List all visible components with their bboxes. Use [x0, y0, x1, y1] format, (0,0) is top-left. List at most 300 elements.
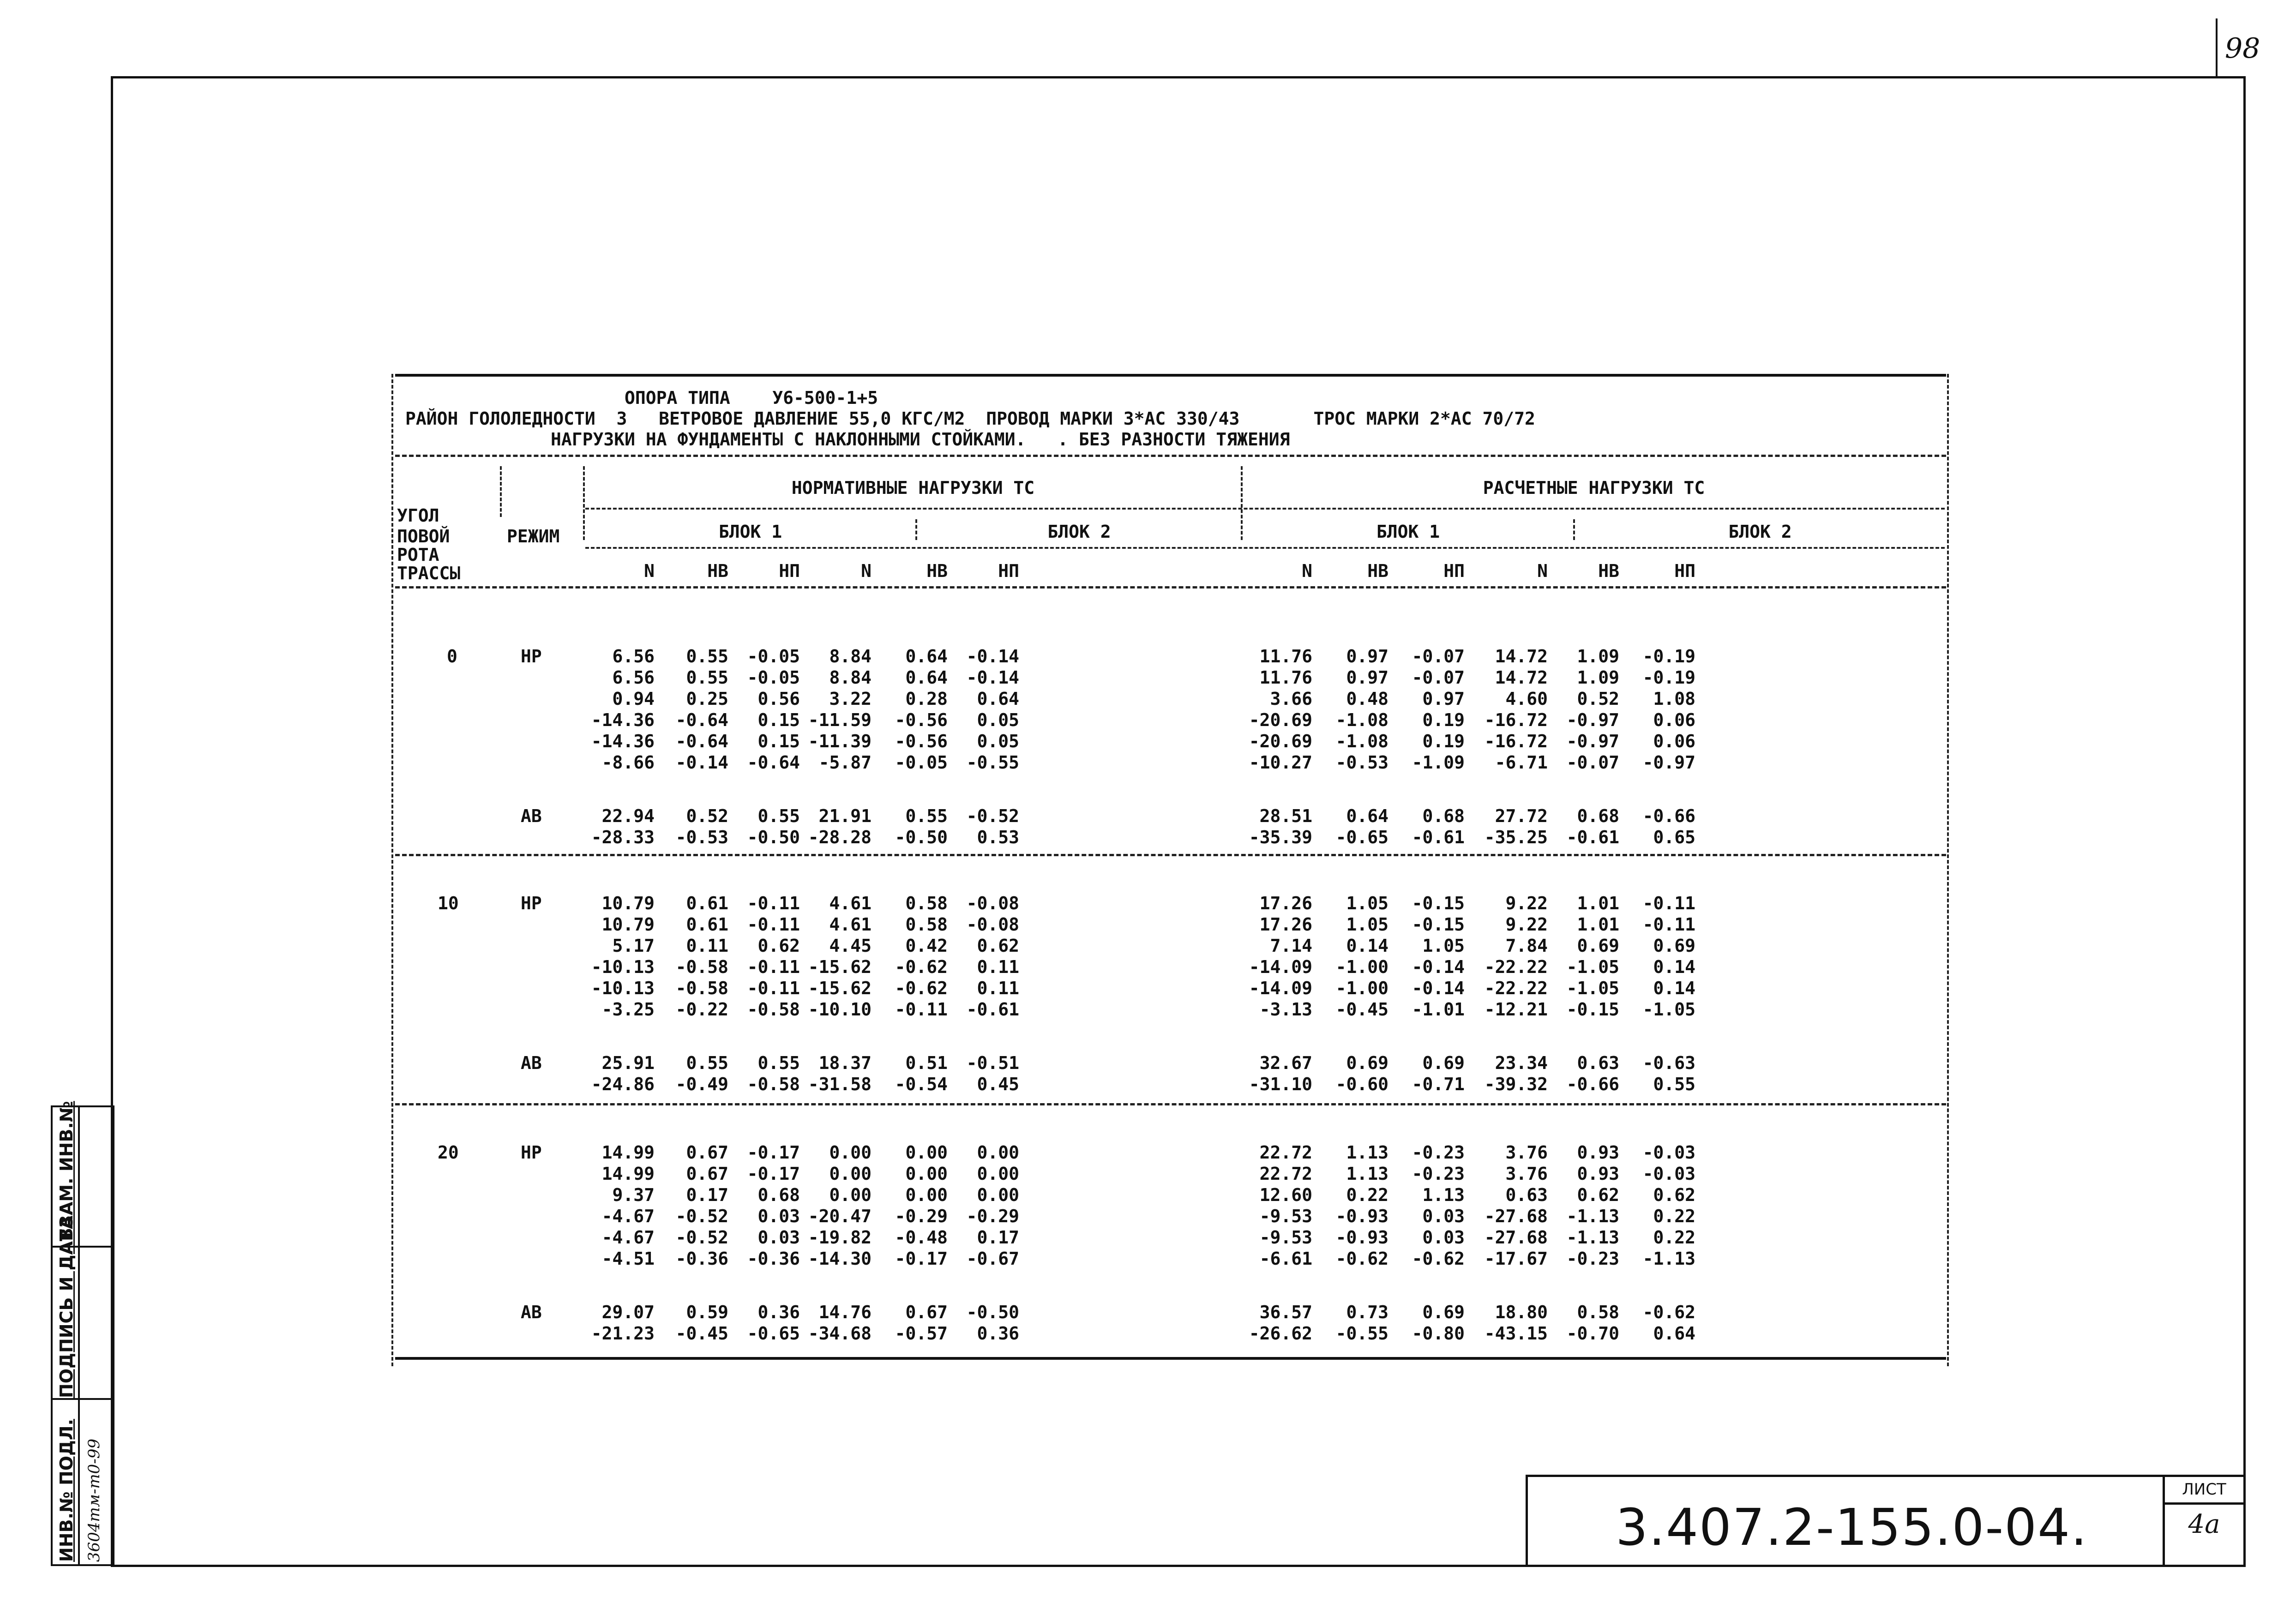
table-cell: 0.53 — [977, 827, 1019, 847]
table-cell: 0.22 — [1346, 1185, 1388, 1205]
side-stamp — [51, 1101, 114, 1566]
table-cell: 0.63 — [1577, 1053, 1619, 1073]
table-cell: -0.11 — [747, 978, 800, 998]
table-cell: 9.22 — [1505, 914, 1548, 935]
table-cell: 0.97 — [1346, 667, 1388, 688]
table-cell: -20.69 — [1249, 710, 1312, 730]
table-cell: -10.13 — [591, 957, 655, 977]
table-cell: -0.14 — [966, 667, 1019, 688]
table-cell: 10.79 — [601, 893, 655, 913]
stamp-label-inv-podl: ИНВ.№ ПОДЛ. — [56, 1419, 77, 1562]
table-cell: 0.03 — [1422, 1206, 1465, 1226]
table-cell: -0.55 — [1335, 1323, 1388, 1344]
header-line-2: РАЙОН ГОЛОЛЕДНОСТИ 3 ВЕТРОВОЕ ДАВЛЕНИЕ 55,0 КГС/М2 ПРОВОД МАРКИ 3*АС 330/43 ТРОС МАРКИ 2*АС 70/72 — [405, 408, 1535, 429]
table-cell: 1.01 — [1577, 914, 1619, 935]
sub-col-0: N — [644, 561, 655, 581]
table-cell: 22.94 — [601, 806, 655, 826]
table-cell: 0.63 — [1505, 1185, 1548, 1205]
table-cell: 0.68 — [1577, 806, 1619, 826]
table-cell: -0.62 — [1642, 1302, 1695, 1322]
table-cell: 0.55 — [686, 667, 728, 688]
table-cell: 0.65 — [1653, 827, 1695, 847]
table-cell: -6.71 — [1495, 752, 1548, 773]
table-cell: -0.29 — [966, 1206, 1019, 1226]
table-cell: 0.55 — [905, 806, 948, 826]
mode-label: АВ — [521, 1302, 542, 1322]
table-cell: -0.53 — [1335, 752, 1388, 773]
table-cell: 0.64 — [905, 667, 948, 688]
table-cell: -1.13 — [1642, 1249, 1695, 1269]
table-cell: -0.93 — [1335, 1227, 1388, 1248]
table-cell: 0.00 — [977, 1185, 1019, 1205]
table-cell: -24.86 — [591, 1074, 655, 1094]
table-cell: 1.13 — [1346, 1164, 1388, 1184]
table-cell: -0.64 — [675, 710, 728, 730]
stamp-label-signature: ПОДПИСЬ И ДАТА — [56, 1215, 77, 1398]
sheet-box — [2163, 1475, 2243, 1565]
table-cell: 4.61 — [829, 914, 872, 935]
table-cell: 0.55 — [686, 1053, 728, 1073]
table-cell: 0.97 — [1422, 689, 1465, 709]
table-cell: -35.25 — [1484, 827, 1548, 847]
table-cell: -0.56 — [895, 731, 948, 751]
col-angle-2: ПОВОЙ — [397, 526, 450, 546]
table-cell: 1.13 — [1422, 1185, 1465, 1205]
table-cell: 32.67 — [1259, 1053, 1312, 1073]
table-cell: -0.61 — [1412, 827, 1465, 847]
table-cell: -0.15 — [1412, 893, 1465, 913]
table-cell: -1.05 — [1566, 957, 1619, 977]
table-cell: -0.52 — [966, 806, 1019, 826]
table-cell: -0.11 — [747, 914, 800, 935]
table-cell: 3.66 — [1270, 689, 1312, 709]
table-cell: 28.51 — [1259, 806, 1312, 826]
table-cell: 0.19 — [1422, 710, 1465, 730]
table-cell: 0.64 — [1346, 806, 1388, 826]
table-cell: 0.93 — [1577, 1164, 1619, 1184]
table-cell: -1.05 — [1642, 999, 1695, 1020]
table-cell: 0.67 — [686, 1142, 728, 1163]
table-cell: -11.59 — [808, 710, 872, 730]
table-cell: -0.05 — [747, 667, 800, 688]
table-cell: -0.58 — [675, 978, 728, 998]
table-cell: -0.60 — [1335, 1074, 1388, 1094]
table-cell: 10.79 — [601, 914, 655, 935]
table-cell: 0.58 — [905, 914, 948, 935]
table-cell: 1.08 — [1653, 689, 1695, 709]
header-sub-rule-1 — [585, 508, 1945, 510]
table-cell: 22.72 — [1259, 1164, 1312, 1184]
table-cell: 0.69 — [1653, 936, 1695, 956]
table-cell: -0.62 — [1412, 1249, 1465, 1269]
sub-col-6: N — [1302, 561, 1312, 581]
table-cell: 0.62 — [757, 936, 800, 956]
table-cell: -1.13 — [1566, 1227, 1619, 1248]
table-cell: 11.76 — [1259, 646, 1312, 666]
table-cell: -31.58 — [808, 1074, 872, 1094]
table-cell: 0.03 — [757, 1227, 800, 1248]
table-cell: 0.05 — [977, 731, 1019, 751]
table-cell: -0.45 — [1335, 999, 1388, 1020]
table-cell: -0.61 — [1566, 827, 1619, 847]
table-cell: -0.11 — [1642, 893, 1695, 913]
table-cell: 27.72 — [1495, 806, 1548, 826]
table-cell: 0.15 — [757, 710, 800, 730]
table-cell: 0.55 — [757, 1053, 800, 1073]
table-cell: -0.63 — [1642, 1053, 1695, 1073]
table-cell: 36.57 — [1259, 1302, 1312, 1322]
table-cell: -0.49 — [675, 1074, 728, 1094]
header-line-3: НАГРУЗКИ НА ФУНДАМЕНТЫ С НАКЛОННЫМИ СТОЙКАМИ. . БЕЗ РАЗНОСТИ ТЯЖЕНИЯ — [551, 429, 1290, 450]
header-sub-rule-2 — [585, 547, 1945, 549]
table-cell: -0.58 — [747, 999, 800, 1020]
table-cell: 12.60 — [1259, 1185, 1312, 1205]
table-cell: 0.52 — [686, 806, 728, 826]
table-cell: -19.82 — [808, 1227, 872, 1248]
table-cell: 0.00 — [829, 1164, 872, 1184]
table-cell: -0.50 — [747, 827, 800, 847]
table-cell: 1.13 — [1346, 1142, 1388, 1163]
col-mode: РЕЖИМ — [507, 526, 560, 546]
table-cell: -12.21 — [1484, 999, 1548, 1020]
table-cell: -0.52 — [675, 1206, 728, 1226]
table-cell: -0.05 — [747, 646, 800, 666]
table-cell: 14.99 — [601, 1164, 655, 1184]
table-cell: 0.58 — [1577, 1302, 1619, 1322]
table-cell: -0.53 — [675, 827, 728, 847]
table-cell: 0.11 — [977, 957, 1019, 977]
table-cell: -31.10 — [1249, 1074, 1312, 1094]
table-cell: 29.07 — [601, 1302, 655, 1322]
table-cell: -0.48 — [895, 1227, 948, 1248]
table-cell: -0.50 — [895, 827, 948, 847]
table-cell: 0.36 — [757, 1302, 800, 1322]
load-table-printout — [391, 374, 1949, 1366]
angle-value: 0 — [447, 646, 457, 666]
table-cell: 1.05 — [1422, 936, 1465, 956]
table-cell: -0.23 — [1412, 1164, 1465, 1184]
table-cell: -0.64 — [747, 752, 800, 773]
group-separator — [395, 854, 1946, 856]
table-cell: 0.68 — [757, 1185, 800, 1205]
table-cell: -0.51 — [966, 1053, 1019, 1073]
table-cell: 0.14 — [1346, 936, 1388, 956]
table-cell: -0.62 — [895, 978, 948, 998]
table-cell: -0.15 — [1566, 999, 1619, 1020]
table-cell: 14.76 — [818, 1302, 872, 1322]
table-cell: 0.68 — [1422, 806, 1465, 826]
table-cell: -9.53 — [1259, 1227, 1312, 1248]
table-cell: 0.61 — [686, 914, 728, 935]
table-cell: -43.15 — [1484, 1323, 1548, 1344]
table-cell: -0.14 — [1412, 957, 1465, 977]
table-cell: 0.25 — [686, 689, 728, 709]
sub-col-7: НВ — [1367, 561, 1388, 581]
table-cell: -17.67 — [1484, 1249, 1548, 1269]
table-cell: -14.30 — [808, 1249, 872, 1269]
table-cell: -0.17 — [747, 1164, 800, 1184]
printout-top-rule — [395, 374, 1946, 377]
sub-col-1: НВ — [707, 561, 728, 581]
table-cell: -1.09 — [1412, 752, 1465, 773]
table-cell: 0.00 — [977, 1164, 1019, 1184]
table-cell: 0.51 — [905, 1053, 948, 1073]
table-cell: 22.72 — [1259, 1142, 1312, 1163]
sub-col-4: НВ — [926, 561, 948, 581]
table-cell: 0.15 — [757, 731, 800, 751]
table-cell: -14.09 — [1249, 978, 1312, 998]
table-cell: -11.39 — [808, 731, 872, 751]
table-cell: 1.05 — [1346, 914, 1388, 935]
table-cell: -0.65 — [747, 1323, 800, 1344]
table-cell: 1.09 — [1577, 646, 1619, 666]
table-cell: -26.62 — [1249, 1323, 1312, 1344]
table-cell: 3.22 — [829, 689, 872, 709]
table-cell: -1.01 — [1412, 999, 1465, 1020]
mode-label: АВ — [521, 1053, 542, 1073]
sheet-number: 98 — [2225, 32, 2260, 65]
table-cell: -0.66 — [1642, 806, 1695, 826]
table-cell: -34.68 — [808, 1323, 872, 1344]
table-cell: -10.27 — [1249, 752, 1312, 773]
table-cell: 0.22 — [1653, 1206, 1695, 1226]
table-cell: 0.55 — [757, 806, 800, 826]
table-cell: 0.03 — [1422, 1227, 1465, 1248]
table-cell: 0.17 — [686, 1185, 728, 1205]
header-divider-design-blocks — [1573, 519, 1575, 540]
table-cell: 0.00 — [905, 1142, 948, 1163]
header-line-1: ОПОРА ТИПА У6-500-1+5 — [625, 388, 878, 408]
table-cell: 5.17 — [612, 936, 655, 956]
table-cell: -0.70 — [1566, 1323, 1619, 1344]
table-cell: -1.00 — [1335, 957, 1388, 977]
sheet-number-divider — [2216, 18, 2218, 78]
table-cell: -0.11 — [747, 893, 800, 913]
sheet-value: 4а — [2188, 1509, 2220, 1539]
table-cell: -22.22 — [1484, 957, 1548, 977]
table-cell: 0.97 — [1346, 646, 1388, 666]
table-cell: -15.62 — [808, 957, 872, 977]
col-angle-1: УГОЛ — [397, 505, 439, 526]
table-cell: -0.11 — [895, 999, 948, 1020]
table-cell: -0.56 — [895, 710, 948, 730]
table-cell: 0.03 — [757, 1206, 800, 1226]
col-normative-loads: НОРМАТИВНЫЕ НАГРУЗКИ ТС — [791, 478, 1035, 498]
printout-bottom-rule — [395, 1357, 1946, 1360]
table-cell: 0.62 — [1653, 1185, 1695, 1205]
table-cell: -0.23 — [1566, 1249, 1619, 1269]
table-cell: -0.97 — [1566, 731, 1619, 751]
table-cell: 0.69 — [1346, 1053, 1388, 1073]
table-cell: -0.17 — [895, 1249, 948, 1269]
table-cell: -1.05 — [1566, 978, 1619, 998]
table-cell: -0.19 — [1642, 667, 1695, 688]
table-cell: 0.58 — [905, 893, 948, 913]
table-cell: 0.45 — [977, 1074, 1019, 1094]
table-cell: 0.64 — [1653, 1323, 1695, 1344]
table-cell: 0.64 — [977, 689, 1019, 709]
table-cell: -0.03 — [1642, 1164, 1695, 1184]
table-cell: 1.01 — [1577, 893, 1619, 913]
table-cell: -0.93 — [1335, 1206, 1388, 1226]
table-cell: 0.94 — [612, 689, 655, 709]
table-cell: 0.62 — [977, 936, 1019, 956]
table-cell: -0.97 — [1642, 752, 1695, 773]
table-cell: 9.22 — [1505, 893, 1548, 913]
table-cell: -5.87 — [818, 752, 872, 773]
table-cell: 1.09 — [1577, 667, 1619, 688]
table-cell: 0.73 — [1346, 1302, 1388, 1322]
table-cell: 7.84 — [1505, 936, 1548, 956]
table-cell: 17.26 — [1259, 893, 1312, 913]
table-cell: 23.34 — [1495, 1053, 1548, 1073]
table-cell: 0.06 — [1653, 731, 1695, 751]
table-cell: 0.11 — [977, 978, 1019, 998]
sheet-label: ЛИСТ — [2165, 1477, 2243, 1505]
table-cell: 14.72 — [1495, 667, 1548, 688]
angle-value: 20 — [438, 1142, 459, 1163]
table-cell: -28.33 — [591, 827, 655, 847]
table-cell: 18.80 — [1495, 1302, 1548, 1322]
sub-col-3: N — [861, 561, 872, 581]
table-cell: 0.42 — [905, 936, 948, 956]
table-cell: -0.07 — [1566, 752, 1619, 773]
table-cell: 0.28 — [905, 689, 948, 709]
table-cell: -0.15 — [1412, 914, 1465, 935]
table-cell: -4.67 — [601, 1227, 655, 1248]
angle-value: 10 — [438, 893, 459, 913]
table-cell: 0.67 — [905, 1302, 948, 1322]
header-rule — [395, 455, 1946, 457]
header-divider-mode — [583, 466, 585, 540]
sub-col-5: НП — [998, 561, 1019, 581]
table-cell: -0.19 — [1642, 646, 1695, 666]
table-cell: 0.69 — [1422, 1302, 1465, 1322]
table-cell: -0.17 — [747, 1142, 800, 1163]
table-cell: -14.09 — [1249, 957, 1312, 977]
table-cell: 0.00 — [977, 1142, 1019, 1163]
col-design-block1: БЛОК 1 — [1376, 522, 1440, 542]
sub-col-2: НП — [779, 561, 800, 581]
mode-label: АВ — [521, 806, 542, 826]
table-cell: -1.00 — [1335, 978, 1388, 998]
table-cell: -10.10 — [808, 999, 872, 1020]
table-cell: -28.28 — [808, 827, 872, 847]
table-cell: -14.36 — [591, 710, 655, 730]
table-cell: -0.62 — [895, 957, 948, 977]
table-cell: 9.37 — [612, 1185, 655, 1205]
table-cell: 7.14 — [1270, 936, 1312, 956]
table-cell: -0.65 — [1335, 827, 1388, 847]
sub-col-8: НП — [1443, 561, 1465, 581]
table-cell: -15.62 — [808, 978, 872, 998]
table-cell: -0.54 — [895, 1074, 948, 1094]
table-cell: -0.14 — [1412, 978, 1465, 998]
col-design-loads: РАСЧЕТНЫЕ НАГРУЗКИ ТС — [1483, 478, 1705, 498]
table-cell: -1.08 — [1335, 731, 1388, 751]
table-cell: -0.11 — [747, 957, 800, 977]
table-cell: 0.00 — [905, 1185, 948, 1205]
table-cell: -6.61 — [1259, 1249, 1312, 1269]
table-cell: -0.62 — [1335, 1249, 1388, 1269]
table-cell: 0.00 — [829, 1185, 872, 1205]
table-cell: -27.68 — [1484, 1227, 1548, 1248]
table-cell: 0.55 — [1653, 1074, 1695, 1094]
table-cell: 0.64 — [905, 646, 948, 666]
table-cell: 0.93 — [1577, 1142, 1619, 1163]
table-cell: 4.61 — [829, 893, 872, 913]
col-design-block2: БЛОК 2 — [1728, 522, 1792, 542]
mode-label: НР — [521, 893, 542, 913]
table-cell: -20.69 — [1249, 731, 1312, 751]
table-cell: -20.47 — [808, 1206, 872, 1226]
table-cell: 0.56 — [757, 689, 800, 709]
table-cell: 8.84 — [829, 646, 872, 666]
table-cell: 0.11 — [686, 936, 728, 956]
table-cell: -10.13 — [591, 978, 655, 998]
table-cell: 0.67 — [686, 1164, 728, 1184]
col-angle-3: РОТА — [397, 545, 439, 565]
col-angle-4: ТРАССЫ — [397, 563, 461, 583]
table-cell: 14.72 — [1495, 646, 1548, 666]
table-cell: 0.22 — [1653, 1227, 1695, 1248]
column-header-bottom-rule — [395, 586, 1946, 588]
header-divider-norm-design — [1241, 466, 1243, 540]
table-cell: 21.91 — [818, 806, 872, 826]
table-cell: 17.26 — [1259, 914, 1312, 935]
table-cell: -0.07 — [1412, 646, 1465, 666]
table-cell: -0.03 — [1642, 1142, 1695, 1163]
table-cell: 0.62 — [1577, 1185, 1619, 1205]
table-cell: 0.05 — [977, 710, 1019, 730]
table-cell: -1.08 — [1335, 710, 1388, 730]
table-cell: -0.45 — [675, 1323, 728, 1344]
table-cell: -14.36 — [591, 731, 655, 751]
table-cell: 4.60 — [1505, 689, 1548, 709]
table-cell: -35.39 — [1249, 827, 1312, 847]
table-cell: -0.05 — [895, 752, 948, 773]
table-cell: 0.00 — [905, 1164, 948, 1184]
table-cell: 11.76 — [1259, 667, 1312, 688]
sub-col-11: НП — [1674, 561, 1695, 581]
table-cell: 0.48 — [1346, 689, 1388, 709]
table-cell: -16.72 — [1484, 710, 1548, 730]
table-cell: -4.51 — [601, 1249, 655, 1269]
table-cell: -39.32 — [1484, 1074, 1548, 1094]
table-cell: -0.52 — [675, 1227, 728, 1248]
table-cell: 0.69 — [1577, 936, 1619, 956]
table-cell: 0.19 — [1422, 731, 1465, 751]
table-cell: -0.08 — [966, 893, 1019, 913]
table-cell: 8.84 — [829, 667, 872, 688]
table-cell: 0.59 — [686, 1302, 728, 1322]
table-cell: -0.80 — [1412, 1323, 1465, 1344]
header-divider-norm-blocks — [915, 519, 917, 540]
sub-col-10: НВ — [1598, 561, 1619, 581]
header-divider-angle — [500, 466, 502, 517]
table-cell: -0.29 — [895, 1206, 948, 1226]
table-cell: -3.25 — [601, 999, 655, 1020]
table-cell: -0.07 — [1412, 667, 1465, 688]
table-cell: 25.91 — [601, 1053, 655, 1073]
stamp-inv-number: 3604тм-т0-99 — [85, 1438, 103, 1562]
table-cell: -0.14 — [966, 646, 1019, 666]
table-cell: -0.22 — [675, 999, 728, 1020]
table-cell: -0.58 — [675, 957, 728, 977]
table-cell: -1.13 — [1566, 1206, 1619, 1226]
table-cell: -4.67 — [601, 1206, 655, 1226]
table-cell: 0.36 — [977, 1323, 1019, 1344]
